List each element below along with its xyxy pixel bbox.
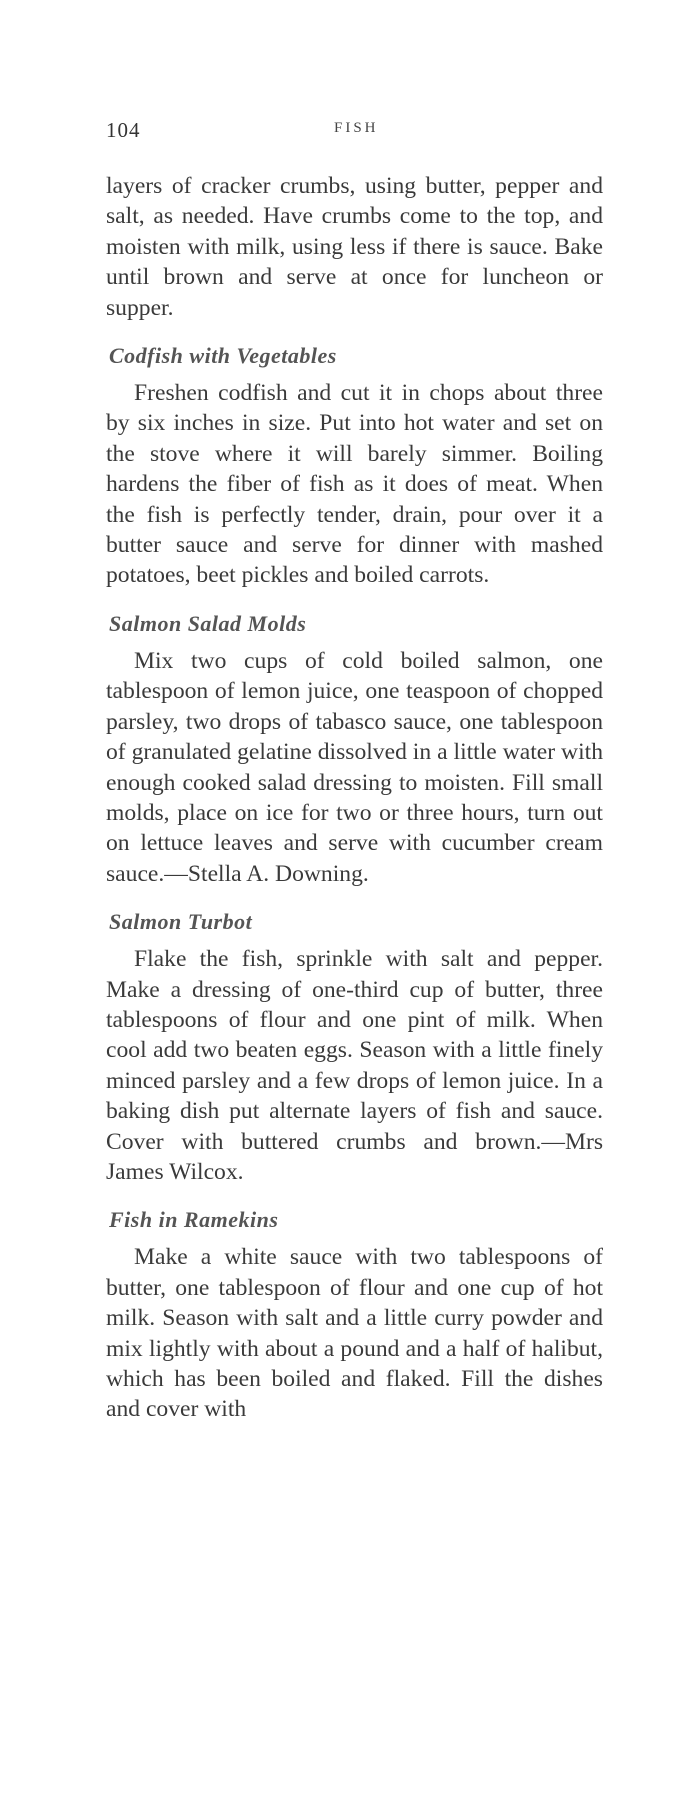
- recipe-title: Salmon Turbot: [109, 909, 253, 935]
- continuation-paragraph: layers of cracker crumbs, using butter, pepper and salt, as needed. Have crumbs come to the top, and moisten with milk, using less if there is sauce. Bake until brown and serve at once for luncheon or supper.: [106, 173, 603, 321]
- recipe-paragraph: Flake the fish, sprinkle with salt and pepper. Make a dressing of one-third cup of butter, three tablespoons of flour and one pint of milk. When cool add two beaten eggs. Season with a little finely minced parsley and a few drops of lemon juice. In a baking dish put alternate layers of fish and sauce. Cover with buttered crumbs and brown.—Mrs James Wilcox.: [106, 946, 603, 1185]
- page-body: [106, 171, 603, 1425]
- recipe-salmon-salad-molds: [106, 610, 603, 889]
- section-title: FISH: [334, 120, 379, 136]
- recipe-salmon-turbot: [106, 908, 603, 1187]
- running-header: [106, 118, 603, 148]
- recipe-title: Salmon Salad Molds: [109, 610, 307, 636]
- recipe-title: Fish in Ramekins: [109, 1207, 279, 1233]
- page-number: 104: [106, 118, 141, 142]
- recipe-paragraph: Freshen codfish and cut it in chops about three by six inches in size. Put into hot water and set on the stove where it will barely simmer. Boiling hardens the fiber of fish as it does of meat. When the fish is perfectly tender, drain, pour over it a butter sauce and serve for dinner with mashed potatoes, beet pickles and boiled carrots.: [106, 380, 603, 589]
- recipe-title: Codfish with Vegetables: [109, 343, 337, 369]
- recipe-paragraph: Make a white sauce with two tablespoons of butter, one tablespoon of flour and one cup of hot milk. Season with salt and a little curry powder and mix lightly with about a pound and a half of halibut, which has been boiled and flaked. Fill the dishes and cover with: [106, 1244, 603, 1423]
- recipe-fish-in-ramekins: [106, 1206, 603, 1424]
- recipe-codfish-with-vegetables: [106, 342, 603, 591]
- recipe-paragraph: Mix two cups of cold boiled salmon, one tablespoon of lemon juice, one teaspoon of chopped parsley, two drops of tabasco sauce, one tablespoon of granulated gelatine dissolved in a little water with enough cooked salad dressing to moisten. Fill small molds, place on ice for two or three hours, turn out on lettuce leaves and serve with cucumber cream sauce.—Stella A. Downing.: [106, 647, 603, 887]
